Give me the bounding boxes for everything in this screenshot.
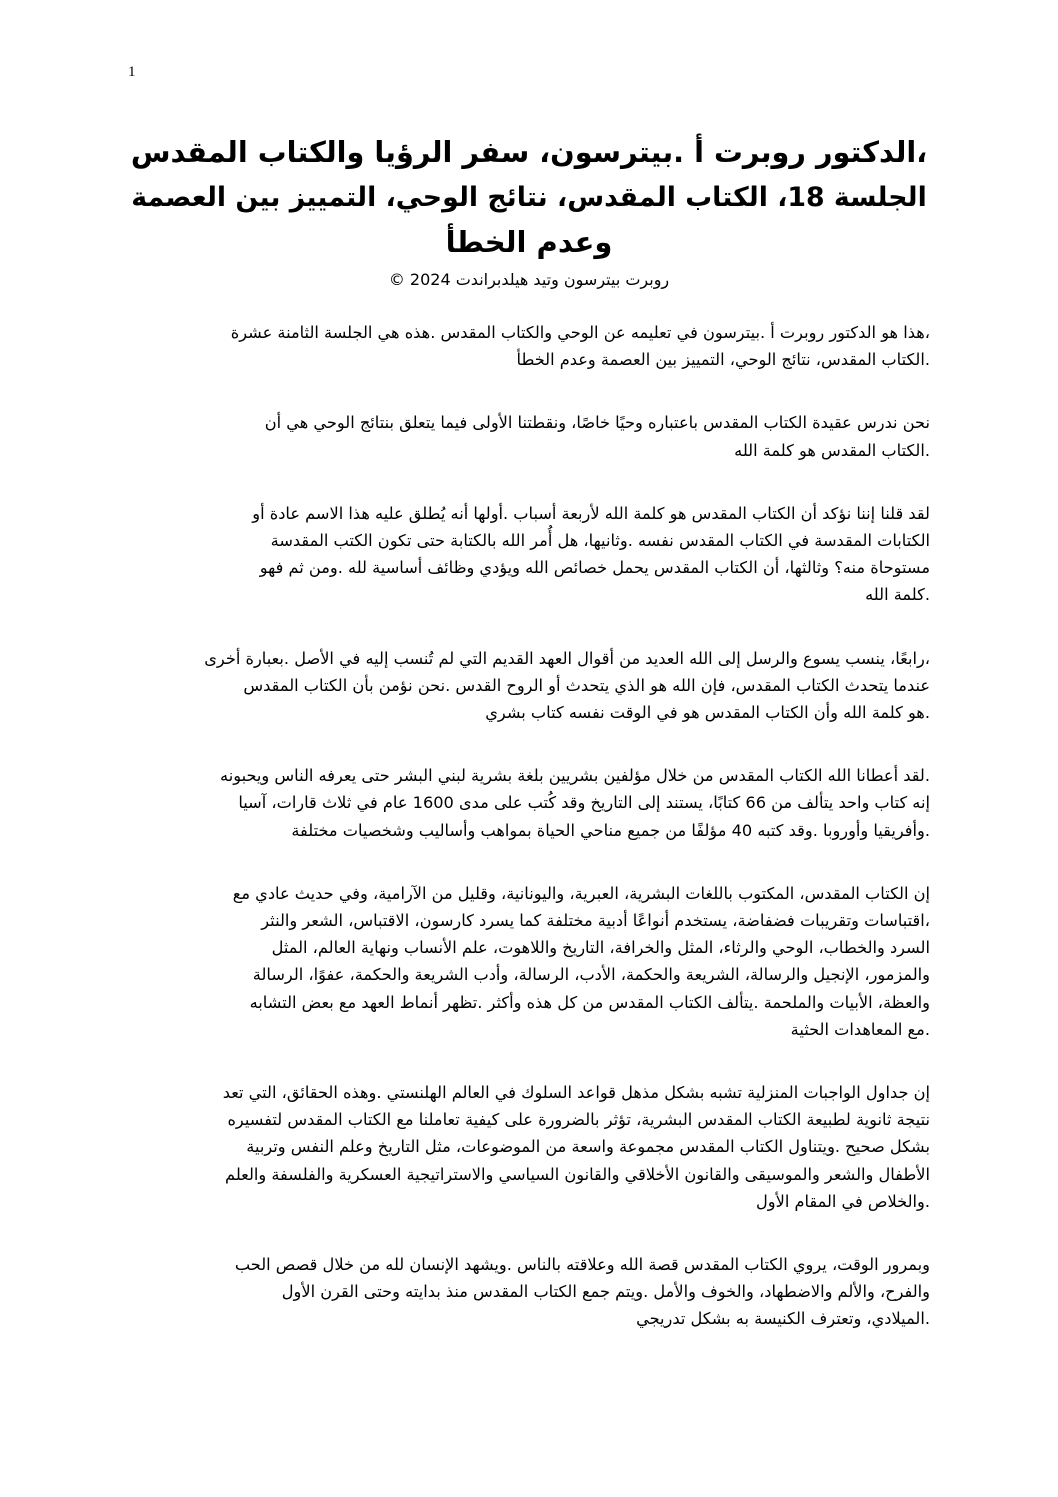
text-line: نحن ندرس عقيدة الكتاب المقدس باعتباره وحيًا خاصًا، ونقطتنا الأولى فيما يتعلق بنتائج الوحي هي أن [264,413,930,433]
text-line: .والخلاص في المقام الأول [756,1191,930,1211]
text-line: والعظة، الأبيات والملحمة .يتألف الكتاب المقدس من كل هذه وأكثر .تظهر أنماط العهد مع بعض التشابه [249,992,930,1012]
text-line: .وأفريقيا وأوروبا .وقد كتبه 40 مؤلفًا من جميع مناحي الحياة بمواهب وأساليب وشخصيات مختلفة [291,820,930,840]
paragraph-5 [128,762,930,844]
text-line: إنه كتاب واحد يتألف من 66 كتابًا، يستند إلى التاريخ وقد كُتب على مدى 1600 عام في ثلاث قارات، آسيا [238,793,930,813]
paragraph-2 [128,409,930,463]
text-line: السرد والخطاب، الوحي والرثاء، المثل والخرافة، التاريخ واللاهوت، علم الأنساب ونهاية العالم، المثل [271,938,930,958]
text-line: ،هذا هو الدكتور روبرت أ .بيترسون في تعليمه عن الوحي والكتاب المقدس .هذه هي الجلسة الثامنة عشرة [230,323,930,342]
text-line: .لقد أعطانا الله الكتاب المقدس من خلال مؤلفين بشريين بلغة بشرية لبني البشر حتى يعرفه الناس ويحبونه [220,766,930,786]
text-line: مستوحاة منه؟ وثالثها، أن الكتاب المقدس يحمل خصائص الله ويؤدي وظائف أساسية لله .ومن ثم فهو [259,558,930,578]
copyright-line: روبرت بيترسون وتيد هيلدبراندت 2024 © [388,270,670,289]
text-line: نتيجة ثانوية لطبيعة الكتاب المقدس البشرية، تؤثر بالضرورة على كيفية تعاملنا مع الكتاب المقدس لتفسيره [227,1110,930,1130]
text-line: الأطفال والشعر والموسيقى والقانون الأخلاقي والقانون السياسي والاستراتيجية العسكرية والفلسفة والعلم [225,1164,930,1184]
document-title [128,130,930,265]
text-line: .مع المعاهدات الحثية [790,1019,930,1039]
text-line: .الكتاب المقدس هو كلمة الله [734,440,930,460]
paragraph-7 [128,1079,930,1215]
paragraph-3 [128,500,930,609]
paragraph-6 [128,880,930,1043]
text-line: ،اقتباسات وتقريبات فضفاضة، يستخدم أنواعًا أدبية مختلفة كما يسرد كارسون، الاقتباس، الشعر والنثر [261,911,930,931]
text-line: .هو كلمة الله وأن الكتاب المقدس هو في الوقت نفسه كتاب بشري [485,703,930,723]
text-line: والفرح، والألم والاضطهاد، والخوف والأمل .ويتم جمع الكتاب المقدس منذ بدايته وحتى القرن الأول [281,1282,930,1302]
title-line: الجلسة 18، الكتاب المقدس، نتائج الوحي، التمييز بين العصمة [131,182,927,213]
text-line: إن جداول الواجبات المنزلية تشبه بشكل مذهل قواعد السلوك في العالم الهلنستي .وهذه الحقائق، التي تعد [222,1083,930,1103]
text-line: وبمرور الوقت، يروي الكتاب المقدس قصة الله وعلاقته بالناس .ويشهد الإنسان لله من خلال قصص الحب [234,1255,930,1275]
paragraphs [128,319,930,1333]
page-number: 1 [128,64,136,80]
text-line: والمزمور، الإنجيل والرسالة، الشريعة والحكمة، الأدب، الرسالة، وأدب الشريعة والحكمة، عفوًا، الرسالة [252,965,930,985]
text-line: بشكل صحيح .ويتناول الكتاب المقدس مجموعة واسعة من الموضوعات، مثل التاريخ وعلم النفس وتربية [246,1137,930,1157]
text-line: .الكتاب المقدس، نتائج الوحي، التمييز بين العصمة وعدم الخطأ [516,350,930,370]
text-line: لقد قلنا إننا نؤكد أن الكتاب المقدس هو كلمة الله لأربعة أسباب .أولها أنه يُطلق عليه هذا الاسم عادة أو [252,503,930,523]
text-line: عندما يتحدث الكتاب المقدس، فإن الله هو الذي يتحدث أو الروح القدس .نحن نؤمن بأن الكتاب المقدس [243,675,930,695]
text-line: إن الكتاب المقدس، المكتوب باللغات البشرية، العبرية، واليونانية، وقليل من الآرامية، وفي حديث عادي مع [232,883,930,903]
paragraph-1 [128,319,930,373]
text-line: الكتابات المقدسة في الكتاب المقدس نفسه .وثانيها، هل أُمر الله بالكتابة حتى تكون الكتب المقدسة [270,531,930,551]
paragraph-8 [128,1251,930,1333]
text-line: .الميلادي، وتعترف الكنيسة به بشكل تدريجي [636,1309,930,1329]
text-line: ،رابعًا، ينسب يسوع والرسل إلى الله العديد من أقوال العهد القديم التي لم تُنسب إليه في الأصل .بعبارة أخرى [204,648,930,668]
text-line: .كلمة الله [865,585,930,605]
title-line: ،الدكتور روبرت أ .بيترسون، سفر الرؤيا والكتاب المقدس [130,135,928,169]
title-line: وعدم الخطأ [445,225,613,259]
document-body [128,130,930,1369]
paragraph-4 [128,645,930,727]
